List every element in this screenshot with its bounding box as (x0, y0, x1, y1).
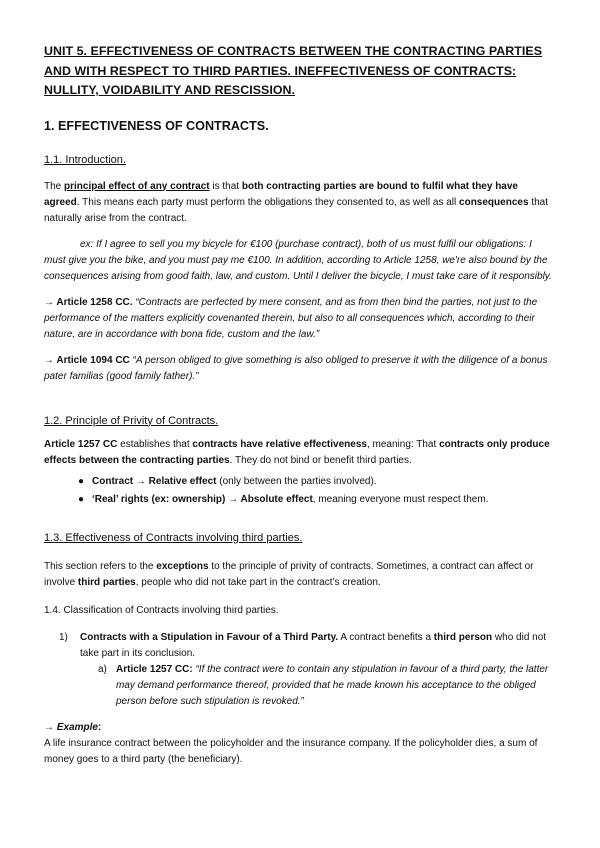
life-insurance-example: A life insurance contract between the policyholder and the insurance company. If the policyholder dies, a sum of money goes to a third party (the beneficiary). (44, 737, 538, 765)
section-heading-effectiveness: 1. EFFECTIVENESS OF CONTRACTS. (44, 118, 269, 133)
article-1094-label: → Article 1094 CC (44, 354, 130, 366)
example-heading: → Example: (44, 721, 102, 733)
list-item: ● ‘Real’ rights (ex: ownership) → Absolute effect, meaning everyone must respect them. (78, 491, 556, 509)
example-paragraph: ex: If I agree to sell you my bicycle for €100 (purchase contract), both of us must fulfil our obligations: I must give you the bike, and you must pay me €100. In addition, according to Article 1258, we're also bound by the consequences arising from good faith, law, and custom. Until I deliver the bicycle, I must take care of it responsibly. (44, 238, 552, 282)
article-1094-paragraph: → Article 1094 CC “A person obliged to give something is also obliged to preserve it with the diligence of a bonus pater familias (good family father).” (44, 354, 548, 382)
article-1258-label: → Article 1258 CC. (44, 296, 133, 308)
third-parties-paragraph: This section refers to the exceptions to the principle of privity of contracts. Sometimes, a contract can affect or involve third parties, people who did not take part in the contract’s creation. (44, 560, 534, 588)
bullet-dot-icon: ● (78, 493, 85, 505)
principal-effect-term: principal effect of any contract (64, 180, 210, 192)
article-1258-paragraph: → Article 1258 CC. “Contracts are perfected by mere consent, and as from then bind the parties, not just to the performance of the matters explicitly covenanted therein, but also to all consequences which, according to their nature, are in accordance with bona fide, custom and the law.” (44, 296, 538, 340)
subsection-heading-introduction: 1.1. Introduction. (44, 153, 126, 166)
list-item-stipulation: 1) Contracts with a Stipulation in Favour of a Third Party. A contract benefits a third person who did not take part in its conclusion. (59, 631, 547, 659)
intro-paragraph: The principal effect of any contract is that both contracting parties are bound to fulfil what they have agreed. This means each party must perform the obligations they consented to, as well as all consequences that naturally arise from the contract. (44, 180, 548, 224)
subsection-heading-privity: 1.2. Principle of Privity of Contracts. (44, 414, 219, 427)
subsection-heading-third-parties: 1.3. Effectiveness of Contracts involving third parties. (44, 531, 303, 544)
privity-paragraph: Article 1257 CC establishes that contracts have relative effectiveness, meaning: That contracts only produce effects between the contracting parties. They do not bind or benefit third parties. (44, 438, 550, 466)
page-title: UNIT 5. EFFECTIVENESS OF CONTRACTS BETWEEN THE CONTRACTING PARTIES AND WITH RESPECT TO THIRD PARTIES. INEFFECTIVENESS OF CONTRACTS: NULLITY, VOIDABILITY AND RESCISSION. (44, 44, 543, 97)
privity-bullet-list (44, 473, 556, 509)
bullet-dot-icon: ● (78, 475, 85, 487)
classification-heading: 1.4. Classification of Contracts involving third parties. (44, 604, 279, 616)
list-item-article-1257: a) Article 1257 CC: “If the contract were to contain any stipulation in favour of a third party, the latter may demand performance thereof, provided that he made known his acceptance to the obliged person before such stipulation is revoked.” (98, 663, 549, 707)
list-item: ● Contract → Relative effect (only between the parties involved). (78, 473, 556, 491)
